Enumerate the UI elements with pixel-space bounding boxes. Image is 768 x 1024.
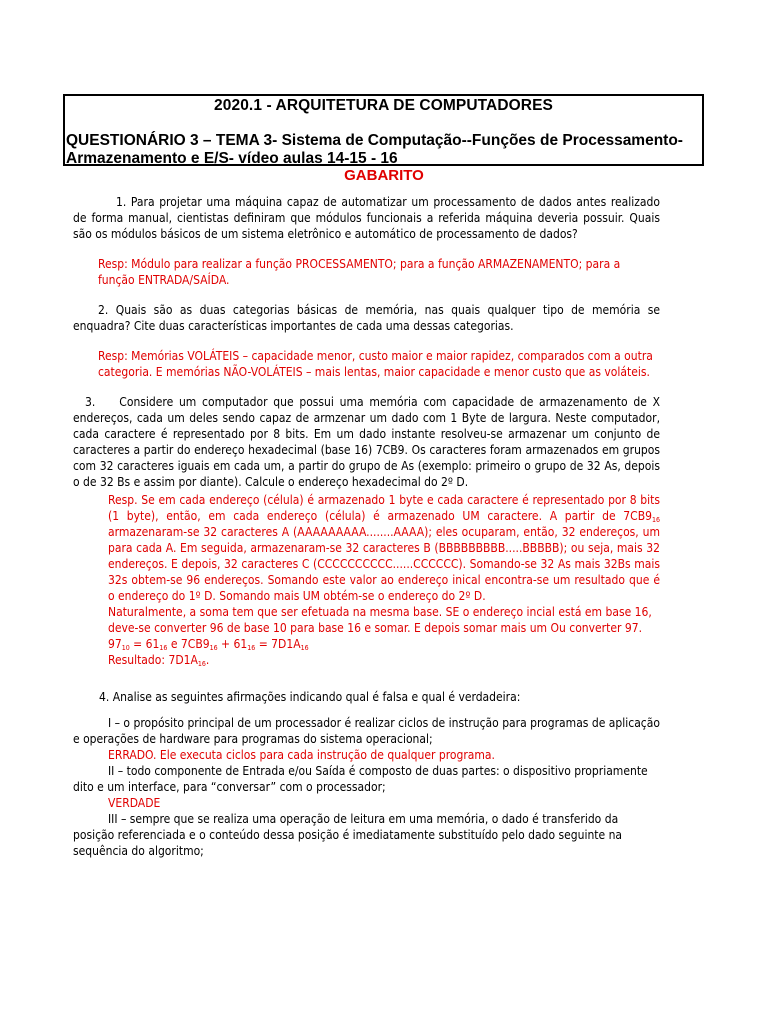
course-title: 2020.1 - ARQUITETURA DE COMPUTADORES [214, 97, 553, 114]
answer-3-note: Naturalmente, a soma tem que ser efetuada na mesma base. SE o endereço incial está em base 16, deve-se converter 96 de base 10 para base 16 e somar. E depois somar mais um Ou converter 97. [108, 605, 652, 635]
question-2: 2. Quais são as duas categorias básicas de memória, nas quais qualquer tipo de memória se enquadra? Cite duas características importantes de cada uma dessas categorias. [73, 303, 660, 333]
answer-3-result: Resultado: $7D1A_{16}$. [108, 653, 210, 668]
statement-3: III – sempre que se realiza uma operação de leitura em uma memória, o dado é transferido da posição referenciada e o conteúdo dessa posição é imediatamente substituído pelo dado seguinte na sequência do algoritmo; [73, 812, 623, 858]
answer-key-heading: GABARITO [344, 167, 424, 184]
answer-2: Resp: Memórias VOLÁTEIS – capacidade menor, custo maior e maior rapidez, comparados com a outra categoria. E memórias NÃO-VOLÁTEIS – mais lentas, maior capacidade e menor custo que as voláteis. [98, 349, 653, 379]
answer-3-explanation: Resp. Se em cada endereço (célula) é armazenado 1 byte e cada caractere é representado por 8 bits (1 byte), então, em cada endereço (célula) é armazenado UM caractere. A partir de $7CB9_{16}$ armazenaram-se 32 caracteres A (AAAAAAAAA........AAAA); eles ocuparam, então, 32 endereços, um para cada A. Em seguida, armazenaram-se 32 caracteres B (BBBBBBBBB.....BBBBB); ou seja, mais 32 endereços. E depois, 32 caracteres C (CCCCCCCCCC......CCCCCC). Somando-se 32 As mais 32Bs mais 32s obtem-se 96 endereços. Somando este valor ao endereço inical encontra-se um resultado que é o endereço do 1º D. Somando mais UM obtém-se o endereço do 2º D. [108, 493, 660, 603]
question-3-number: 3. [85, 395, 96, 409]
answer-3 [108, 492, 660, 668]
statement-1: I – o propósito principal de um processador é realizar ciclos de instrução para programas de aplicação e operações de hardware para programas do sistema operacional; [73, 716, 660, 746]
question-4-items [73, 715, 660, 859]
questions-body [73, 194, 660, 859]
questionnaire-title: QUESTIONÁRIO 3 – TEMA 3- Sistema de Computação--Funções de Processamento-Armazenamento e E/S- vídeo aulas 14-15 - 16 [66, 132, 683, 167]
question-4: 4. Analise as seguintes afirmações indicando qual é falsa e qual é verdadeira: [99, 690, 521, 704]
statement-2: II – todo componente de Entrada e/ou Saída é composto de duas partes: o dispositivo propriamente dito e um interface, para “conversar” com o processador; [73, 764, 648, 794]
answer-1: Resp: Módulo para realizar a função PROCESSAMENTO; para a função ARMAZENAMENTO; para a função ENTRADA/SAÍDA. [98, 257, 621, 287]
statement-2-answer: VERDADE [108, 796, 161, 810]
question-1: 1. Para projetar uma máquina capaz de automatizar um processamento de dados antes realizado de forma manual, cientistas definiram que módulos funcionais a referida máquina deveria possuir. Quais são os módulos básicos de um sistema eletrônico e automático de processamento de dados? [73, 195, 660, 241]
question-3 [73, 394, 660, 490]
statement-1-answer: ERRADO. Ele executa ciclos para cada instrução de qualquer programa. [108, 748, 495, 762]
answer-3-calculation: $97_{10} = 61_{16}$ e $7CB9_{16} + 61_{16} = 7D1A_{16}$ [108, 637, 309, 652]
question-3-text: Considere um computador que possui uma memória com capacidade de armazenamento de X endereços, cada um deles sendo capaz de armzenar um dado com 1 Byte de largura. Neste computador, cada caractere é representado por 8 bits. Em um dado instante resolveu-se armazenar um conjunto de caracteres a partir do endereço hexadecimal (base 16) 7CB9. Os caracteres foram armazenados em grupos com 32 caracteres iguais em cada um, a partir do grupo de As (exemplo: primeiro o grupo de 32 As, depois o de 32 Bs e assim por diante). Calcule o endereço hexadecimal do 2º D. [73, 395, 660, 489]
header-box [63, 94, 704, 166]
